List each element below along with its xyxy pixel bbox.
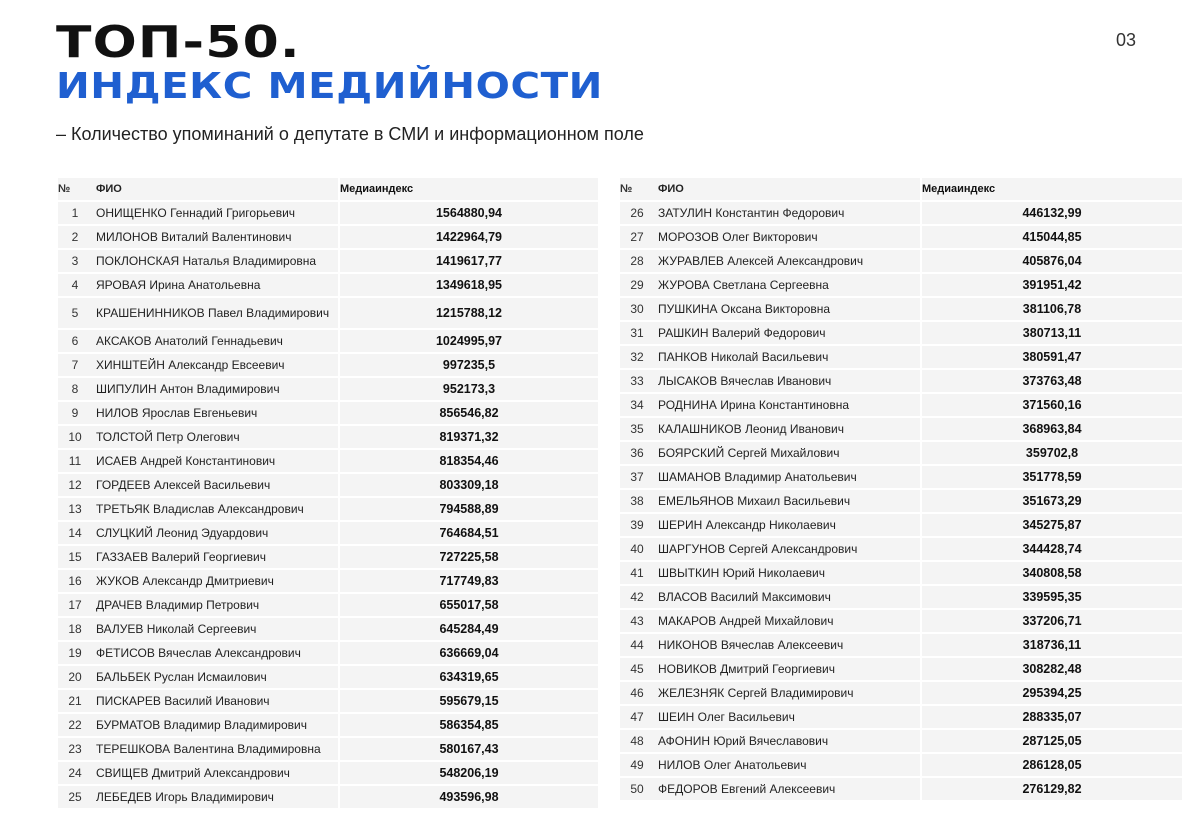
rank-number: 44 [620, 634, 654, 658]
rank-number: 31 [620, 322, 654, 346]
rank-number: 41 [620, 562, 654, 586]
deputy-name: ТОЛСТОЙ Петр Олегович [92, 426, 340, 450]
mediaindex-value: 856546,82 [340, 402, 598, 426]
deputy-name: ШИПУЛИН Антон Владимирович [92, 378, 340, 402]
deputy-name: ХИНШТЕЙН Александр Евсеевич [92, 354, 340, 378]
mediaindex-value: 717749,83 [340, 570, 598, 594]
mediaindex-value: 634319,65 [340, 666, 598, 690]
table-row [58, 618, 598, 642]
rank-number: 12 [58, 474, 92, 498]
rank-number: 3 [58, 250, 92, 274]
mediaindex-value: 288335,07 [922, 706, 1182, 730]
page-subtitle-heading: ИНДЕКС МЕДИЙНОСТИ [56, 66, 603, 107]
rank-number: 50 [620, 778, 654, 802]
mediaindex-value: 1564880,94 [340, 202, 598, 226]
rank-number: 2 [58, 226, 92, 250]
rank-number: 28 [620, 250, 654, 274]
table-row [58, 522, 598, 546]
deputy-name: ИСАЕВ Андрей Константинович [92, 450, 340, 474]
mediaindex-value: 997235,5 [340, 354, 598, 378]
mediaindex-value: 819371,32 [340, 426, 598, 450]
table-header-row [620, 178, 1182, 202]
rank-number: 11 [58, 450, 92, 474]
deputy-name: ЗАТУЛИН Константин Федорович [654, 202, 922, 226]
mediaindex-value: 351673,29 [922, 490, 1182, 514]
rank-number: 38 [620, 490, 654, 514]
table-row [620, 250, 1182, 274]
deputy-name: НИЛОВ Олег Анатольевич [654, 754, 922, 778]
mediaindex-value: 548206,19 [340, 762, 598, 786]
deputy-name: ЖУРОВА Светлана Сергеевна [654, 274, 922, 298]
table-row [620, 754, 1182, 778]
deputy-name: ФЕДОРОВ Евгений Алексеевич [654, 778, 922, 802]
table-row [620, 274, 1182, 298]
deputy-name: ГАЗЗАЕВ Валерий Георгиевич [92, 546, 340, 570]
mediaindex-value: 818354,46 [340, 450, 598, 474]
table-row [620, 322, 1182, 346]
deputy-name: НИКОНОВ Вячеслав Алексеевич [654, 634, 922, 658]
table-row [58, 274, 598, 298]
mediaindex-value: 1024995,97 [340, 330, 598, 354]
table-row [58, 402, 598, 426]
mediaindex-value: 318736,11 [922, 634, 1182, 658]
deputy-name: ЕМЕЛЬЯНОВ Михаил Васильевич [654, 490, 922, 514]
mediaindex-value: 339595,35 [922, 586, 1182, 610]
deputy-name: ДРАЧЕВ Владимир Петрович [92, 594, 340, 618]
table-row [58, 426, 598, 450]
rank-number: 14 [58, 522, 92, 546]
page-title: ТОП-50. [56, 17, 301, 68]
rank-number: 42 [620, 586, 654, 610]
rank-number: 33 [620, 370, 654, 394]
mediaindex-value: 645284,49 [340, 618, 598, 642]
rank-number: 27 [620, 226, 654, 250]
table-row [620, 418, 1182, 442]
description-text: – Количество упоминаний о депутате в СМИ и информационном поле [56, 124, 644, 144]
mediaindex-value: 446132,99 [922, 202, 1182, 226]
deputy-name: ЛЕБЕДЕВ Игорь Владимирович [92, 786, 340, 810]
deputy-name: ШАРГУНОВ Сергей Александрович [654, 538, 922, 562]
mediaindex-value: 345275,87 [922, 514, 1182, 538]
rank-number: 26 [620, 202, 654, 226]
column-header-fio: ФИО [92, 178, 340, 202]
table-row [58, 330, 598, 354]
table-row [58, 226, 598, 250]
deputy-name: МАКАРОВ Андрей Михайлович [654, 610, 922, 634]
table-row [620, 706, 1182, 730]
table-row [620, 490, 1182, 514]
mediaindex-value: 368963,84 [922, 418, 1182, 442]
rank-number: 40 [620, 538, 654, 562]
column-header-mediaindex: Медиаиндекс [340, 178, 598, 202]
deputy-name: АКСАКОВ Анатолий Геннадьевич [92, 330, 340, 354]
mediaindex-value: 295394,25 [922, 682, 1182, 706]
table-row [620, 202, 1182, 226]
table-row [58, 250, 598, 274]
table-row [620, 562, 1182, 586]
table-row [620, 538, 1182, 562]
table-row [58, 378, 598, 402]
rank-number: 5 [58, 298, 92, 330]
rank-number: 39 [620, 514, 654, 538]
deputy-name: ВАЛУЕВ Николай Сергеевич [92, 618, 340, 642]
rank-number: 24 [58, 762, 92, 786]
mediaindex-value: 337206,71 [922, 610, 1182, 634]
deputy-name: БУРМАТОВ Владимир Владимирович [92, 714, 340, 738]
deputy-name: ПАНКОВ Николай Васильевич [654, 346, 922, 370]
rank-number: 49 [620, 754, 654, 778]
deputy-name: ТЕРЕШКОВА Валентина Владимировна [92, 738, 340, 762]
deputy-name: КРАШЕНИННИКОВ Павел Владимирович [92, 298, 340, 330]
deputy-name: ШЕИН Олег Васильевич [654, 706, 922, 730]
rank-number: 17 [58, 594, 92, 618]
mediaindex-value: 381106,78 [922, 298, 1182, 322]
rank-number: 37 [620, 466, 654, 490]
mediaindex-value: 493596,98 [340, 786, 598, 810]
deputy-name: ГОРДЕЕВ Алексей Васильевич [92, 474, 340, 498]
table-row [58, 298, 598, 330]
table-row [620, 514, 1182, 538]
deputy-name: РАШКИН Валерий Федорович [654, 322, 922, 346]
table-row [58, 690, 598, 714]
deputy-name: ЯРОВАЯ Ирина Анатольевна [92, 274, 340, 298]
mediaindex-value: 595679,15 [340, 690, 598, 714]
rank-number: 15 [58, 546, 92, 570]
mediaindex-value: 655017,58 [340, 594, 598, 618]
table-row [58, 546, 598, 570]
deputy-name: РОДНИНА Ирина Константиновна [654, 394, 922, 418]
mediaindex-value: 340808,58 [922, 562, 1182, 586]
rank-number: 32 [620, 346, 654, 370]
deputy-name: ПИСКАРЕВ Василий Иванович [92, 690, 340, 714]
deputy-name: БОЯРСКИЙ Сергей Михайлович [654, 442, 922, 466]
rank-number: 23 [58, 738, 92, 762]
rank-number: 46 [620, 682, 654, 706]
mediaindex-value: 1419617,77 [340, 250, 598, 274]
rank-number: 47 [620, 706, 654, 730]
table-row [58, 474, 598, 498]
table-row [620, 778, 1182, 802]
rank-number: 13 [58, 498, 92, 522]
table-row [620, 466, 1182, 490]
mediaindex-value: 764684,51 [340, 522, 598, 546]
rank-number: 36 [620, 442, 654, 466]
table-row [58, 354, 598, 378]
mediaindex-value: 371560,16 [922, 394, 1182, 418]
table-row [58, 594, 598, 618]
ranking-table-right [620, 178, 1182, 802]
deputy-name: ОНИЩЕНКО Геннадий Григорьевич [92, 202, 340, 226]
deputy-name: ЖУКОВ Александр Дмитриевич [92, 570, 340, 594]
deputy-name: ШВЫТКИН Юрий Николаевич [654, 562, 922, 586]
deputy-name: ШАМАНОВ Владимир Анатольевич [654, 466, 922, 490]
rank-number: 1 [58, 202, 92, 226]
deputy-name: НИЛОВ Ярослав Евгеньевич [92, 402, 340, 426]
rank-number: 43 [620, 610, 654, 634]
mediaindex-value: 405876,04 [922, 250, 1182, 274]
mediaindex-value: 344428,74 [922, 538, 1182, 562]
table-row [58, 450, 598, 474]
rank-number: 8 [58, 378, 92, 402]
mediaindex-value: 580167,43 [340, 738, 598, 762]
table-header-row [58, 178, 598, 202]
table-row [620, 610, 1182, 634]
deputy-name: БАЛЬБЕК Руслан Исмаилович [92, 666, 340, 690]
deputy-name: ШЕРИН Александр Николаевич [654, 514, 922, 538]
mediaindex-value: 1349618,95 [340, 274, 598, 298]
table-row [58, 642, 598, 666]
deputy-name: НОВИКОВ Дмитрий Георгиевич [654, 658, 922, 682]
table-row [620, 730, 1182, 754]
table-row [620, 442, 1182, 466]
deputy-name: ЖЕЛЕЗНЯК Сергей Владимирович [654, 682, 922, 706]
table-row [58, 762, 598, 786]
table-row [58, 666, 598, 690]
rank-number: 34 [620, 394, 654, 418]
table-row [620, 226, 1182, 250]
deputy-name: ПУШКИНА Оксана Викторовна [654, 298, 922, 322]
mediaindex-value: 586354,85 [340, 714, 598, 738]
deputy-name: СЛУЦКИЙ Леонид Эдуардович [92, 522, 340, 546]
rank-number: 22 [58, 714, 92, 738]
mediaindex-value: 727225,58 [340, 546, 598, 570]
mediaindex-value: 276129,82 [922, 778, 1182, 802]
mediaindex-value: 803309,18 [340, 474, 598, 498]
column-header-fio: ФИО [654, 178, 922, 202]
mediaindex-value: 1422964,79 [340, 226, 598, 250]
mediaindex-value: 308282,48 [922, 658, 1182, 682]
table-row [620, 634, 1182, 658]
rank-number: 9 [58, 402, 92, 426]
table-row [620, 682, 1182, 706]
column-header-number: № [58, 178, 92, 202]
page-number: 03 [1116, 30, 1137, 50]
table-row [58, 498, 598, 522]
mediaindex-value: 287125,05 [922, 730, 1182, 754]
mediaindex-value: 636669,04 [340, 642, 598, 666]
deputy-name: ФЕТИСОВ Вячеслав Александрович [92, 642, 340, 666]
table-row [58, 202, 598, 226]
rank-number: 10 [58, 426, 92, 450]
mediaindex-value: 351778,59 [922, 466, 1182, 490]
mediaindex-value: 952173,3 [340, 378, 598, 402]
mediaindex-value: 391951,42 [922, 274, 1182, 298]
rank-number: 19 [58, 642, 92, 666]
rank-number: 21 [58, 690, 92, 714]
rank-number: 35 [620, 418, 654, 442]
rank-number: 7 [58, 354, 92, 378]
mediaindex-value: 380591,47 [922, 346, 1182, 370]
column-header-mediaindex: Медиаиндекс [922, 178, 1182, 202]
table-row [58, 714, 598, 738]
deputy-name: МИЛОНОВ Виталий Валентинович [92, 226, 340, 250]
mediaindex-value: 1215788,12 [340, 298, 598, 330]
rank-number: 45 [620, 658, 654, 682]
deputy-name: КАЛАШНИКОВ Леонид Иванович [654, 418, 922, 442]
mediaindex-value: 794588,89 [340, 498, 598, 522]
rank-number: 25 [58, 786, 92, 810]
deputy-name: ТРЕТЬЯК Владислав Александрович [92, 498, 340, 522]
rank-number: 4 [58, 274, 92, 298]
table-row [58, 786, 598, 810]
deputy-name: АФОНИН Юрий Вячеславович [654, 730, 922, 754]
table-row [58, 738, 598, 762]
deputy-name: ЛЫСАКОВ Вячеслав Иванович [654, 370, 922, 394]
mediaindex-value: 380713,11 [922, 322, 1182, 346]
table-row [620, 370, 1182, 394]
deputy-name: ЖУРАВЛЕВ Алексей Александрович [654, 250, 922, 274]
rank-number: 48 [620, 730, 654, 754]
deputy-name: СВИЩЕВ Дмитрий Александрович [92, 762, 340, 786]
rank-number: 18 [58, 618, 92, 642]
ranking-table-left [58, 178, 598, 810]
table-row [620, 298, 1182, 322]
deputy-name: МОРОЗОВ Олег Викторович [654, 226, 922, 250]
table-row [58, 570, 598, 594]
table-row [620, 346, 1182, 370]
mediaindex-value: 286128,05 [922, 754, 1182, 778]
mediaindex-value: 415044,85 [922, 226, 1182, 250]
rank-number: 6 [58, 330, 92, 354]
mediaindex-value: 373763,48 [922, 370, 1182, 394]
rank-number: 20 [58, 666, 92, 690]
table-row [620, 658, 1182, 682]
rank-number: 29 [620, 274, 654, 298]
deputy-name: ВЛАСОВ Василий Максимович [654, 586, 922, 610]
rank-number: 30 [620, 298, 654, 322]
deputy-name: ПОКЛОНСКАЯ Наталья Владимировна [92, 250, 340, 274]
table-row [620, 394, 1182, 418]
column-header-number: № [620, 178, 654, 202]
table-row [620, 586, 1182, 610]
rank-number: 16 [58, 570, 92, 594]
mediaindex-value: 359702,8 [922, 442, 1182, 466]
